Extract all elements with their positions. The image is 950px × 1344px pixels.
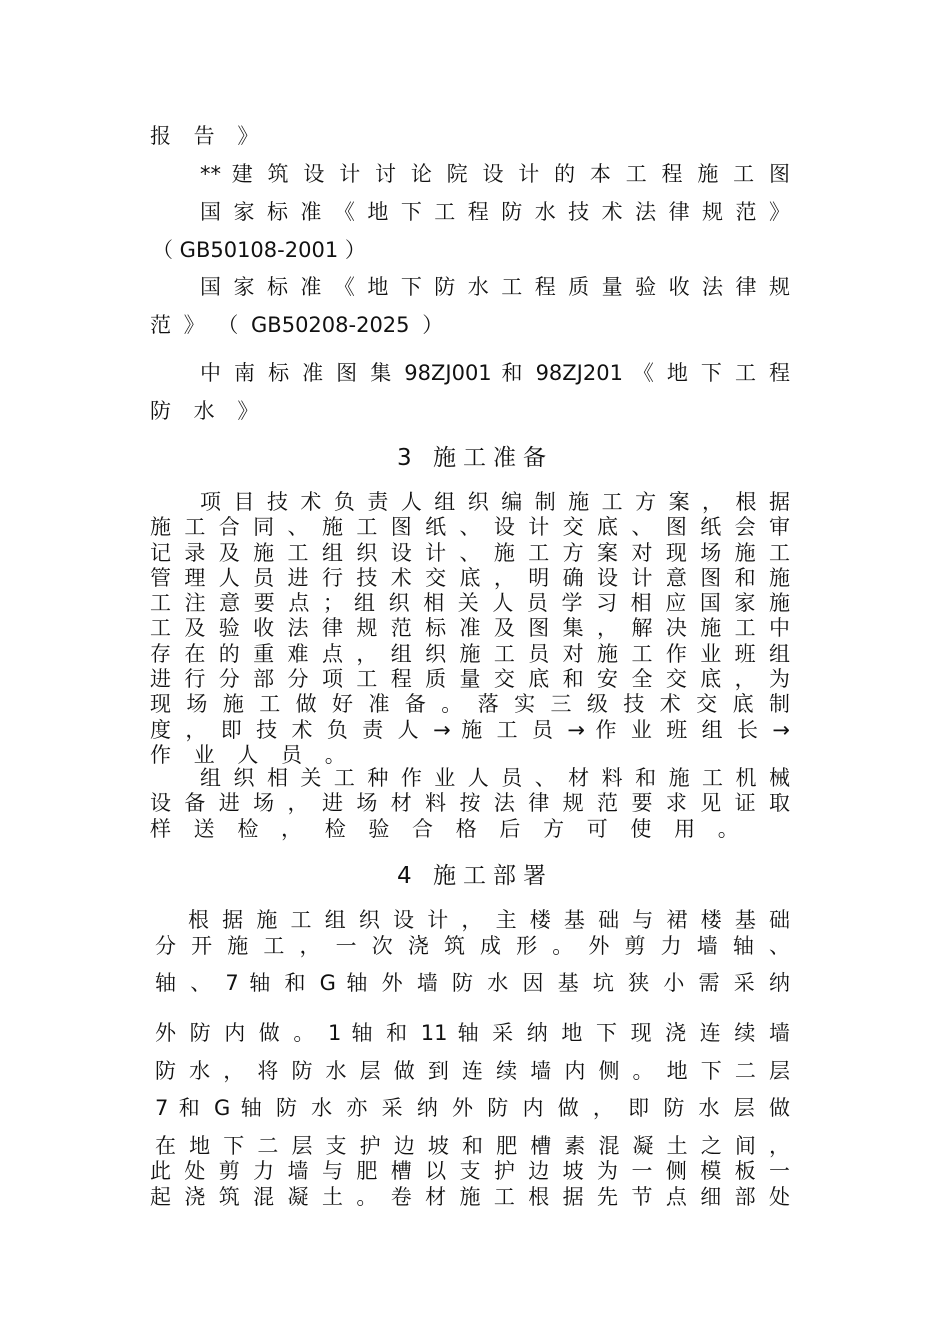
body-line: 防 水 ， 将 防 水 层 做 到 连 续 墙 内 侧 。 地 下 二 层 <box>155 1059 790 1083</box>
reference-line: 中 南 标 准 图 集 98ZJ001 和 98ZJ201 《 地 下 工 程 <box>200 361 790 385</box>
paragraph-line: 项 目 技 术 负 责 人 组 织 编 制 施 工 方 案 ， 根 据 <box>200 490 790 514</box>
reference-line: 范 》 （ GB50208-2025 ） <box>150 313 444 337</box>
paragraph-line: 工 及 验 收 法 律 规 范 标 准 及 图 集 ， 解 决 施 工 中 <box>150 616 790 641</box>
reference-line: 报 告 》 <box>150 124 267 148</box>
paragraph <box>150 1134 790 1210</box>
reference-line: 国 家 标 准 《 地 下 防 水 工 程 质 量 验 收 法 律 规 <box>200 275 790 299</box>
paragraph-line: 管 理 人 员 进 行 技 术 交 底 ， 明 确 设 计 意 图 和 施 <box>150 565 790 590</box>
paragraph-line: 现 场 施 工 做 好 准 备 。 落 实 三 级 技 术 交 底 制 <box>150 692 790 717</box>
paragraph-line: 工 注 意 要 点 ； 组 织 相 关 人 员 学 习 相 应 国 家 施 <box>150 591 790 616</box>
paragraph-line: 存 在 的 重 难 点 ， 组 织 施 工 员 对 施 工 作 业 班 组 <box>150 641 790 666</box>
body-line: 分 开 施 工 ， 一 次 浇 筑 成 形 。 外 剪 力 墙 轴 、 <box>155 934 790 958</box>
paragraph-line: 此 处 剪 力 墙 与 肥 槽 以 支 护 边 坡 为 一 侧 模 板 一 <box>150 1159 790 1184</box>
paragraph <box>150 490 790 768</box>
paragraph-line: 作 业 人 员 。 <box>150 742 354 767</box>
paragraph-line: 样 送 检 ， 检 验 合 格 后 方 可 使 用 。 <box>150 816 747 841</box>
paragraph-line: 设 备 进 场 ， 进 场 材 料 按 法 律 规 范 要 求 见 证 取 <box>150 791 790 816</box>
reference-line: 防 水 》 <box>150 399 267 423</box>
section-heading: 4 施工部署 <box>397 863 553 889</box>
body-line: 轴 、 7 轴 和 G 轴 外 墙 防 水 因 基 坑 狭 小 需 采 纳 <box>155 971 790 995</box>
paragraph-line: 度 ， 即 技 术 负 责 人 → 施 工 员 → 作 业 班 组 长 → <box>150 717 790 742</box>
body-line: 根 据 施 工 组 织 设 计 ， 主 楼 基 础 与 裙 楼 基 础 <box>188 908 790 932</box>
paragraph-line: 进 行 分 部 分 项 工 程 质 量 交 底 和 安 全 交 底 ， 为 <box>150 667 790 692</box>
reference-line: （ GB50108-2001 ） <box>152 238 366 262</box>
reference-line: ** 建 筑 设 计 讨 论 院 设 计 的 本 工 程 施 工 图 <box>200 162 790 186</box>
paragraph-line: 施 工 合 同 、 施 工 图 纸 、 设 计 交 底 、 图 纸 会 审 <box>150 515 790 540</box>
paragraph <box>150 766 790 842</box>
section-heading: 3 施工准备 <box>397 445 553 471</box>
reference-line: 国 家 标 准 《 地 下 工 程 防 水 技 术 法 律 规 范 》 <box>200 200 790 224</box>
paragraph-line: 起 浇 筑 混 凝 土 。 卷 材 施 工 根 据 先 节 点 细 部 处 <box>150 1184 790 1209</box>
paragraph-line: 组 织 相 关 工 种 作 业 人 员 、 材 料 和 施 工 机 械 <box>200 766 790 790</box>
body-line: 7 和 G 轴 防 水 亦 采 纳 外 防 内 做 ， 即 防 水 层 做 <box>155 1096 790 1120</box>
paragraph-line: 在 地 下 二 层 支 护 边 坡 和 肥 槽 素 混 凝 土 之 间 ， <box>155 1134 790 1158</box>
paragraph-line: 记 录 及 施 工 组 织 设 计 、 施 工 方 案 对 现 场 施 工 <box>150 540 790 565</box>
body-line: 外 防 内 做 。 1 轴 和 11 轴 采 纳 地 下 现 浇 连 续 墙 <box>155 1021 790 1045</box>
